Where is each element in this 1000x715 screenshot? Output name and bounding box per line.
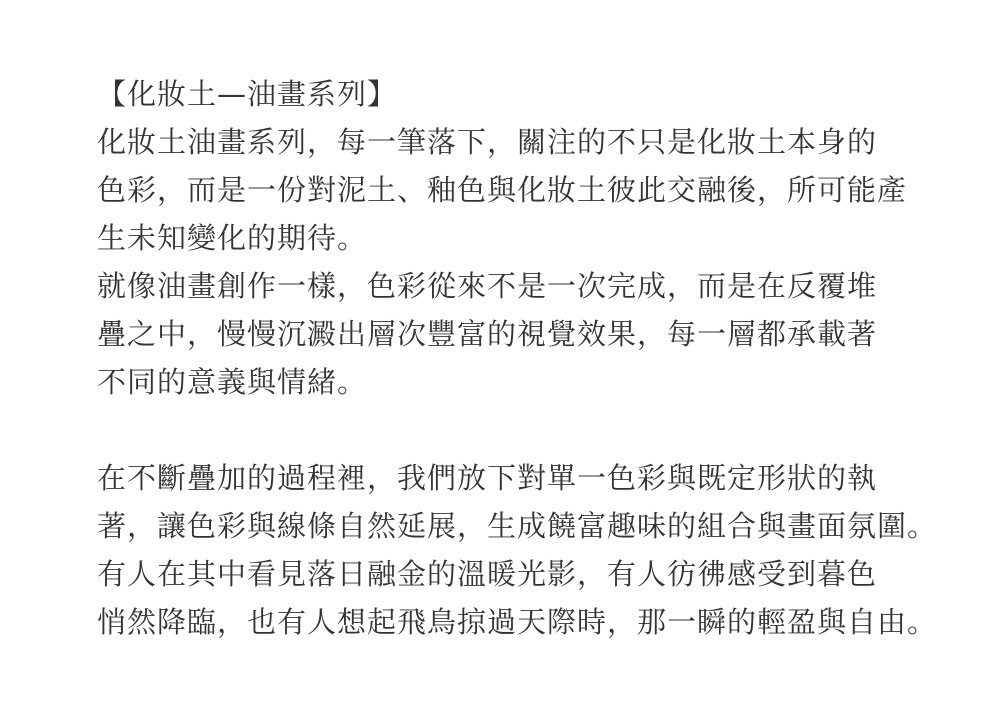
paragraph2-line: 疊之中，慢慢沉澱出層次豐富的視覺效果，每一層都承載著	[97, 317, 878, 351]
paragraph1-line: 化妝土油畫系列，每一筆落下，關注的不只是化妝土本身的	[97, 125, 878, 159]
article-body	[97, 70, 977, 646]
paragraph2-line: 就像油畫創作一樣，色彩從來不是一次完成，而是在反覆堆	[97, 269, 878, 303]
paragraph3-line: 在不斷疊加的過程裡，我們放下對單一色彩與既定形狀的執	[97, 461, 878, 495]
paragraph1-line: 色彩，而是一份對泥土、釉色與化妝土彼此交融後，所可能產	[97, 173, 908, 207]
paragraph3-line: 有人在其中看見落日融金的溫暖光影，有人彷彿感受到暮色	[97, 557, 878, 591]
paragraph1-line: 生未知變化的期待。	[97, 221, 368, 255]
paragraph3-line: 著，讓色彩與線條自然延展，生成饒富趣味的組合與畫面氛圍。	[97, 509, 938, 543]
paragraph-spacer	[97, 406, 977, 454]
paragraph3-line: 悄然降臨，也有人想起飛鳥掠過天際時，那一瞬的輕盈與自由。	[97, 605, 938, 639]
paragraph2-line: 不同的意義與情緒。	[97, 365, 368, 399]
article-heading: 【化妝土—油畫系列】	[97, 77, 398, 111]
